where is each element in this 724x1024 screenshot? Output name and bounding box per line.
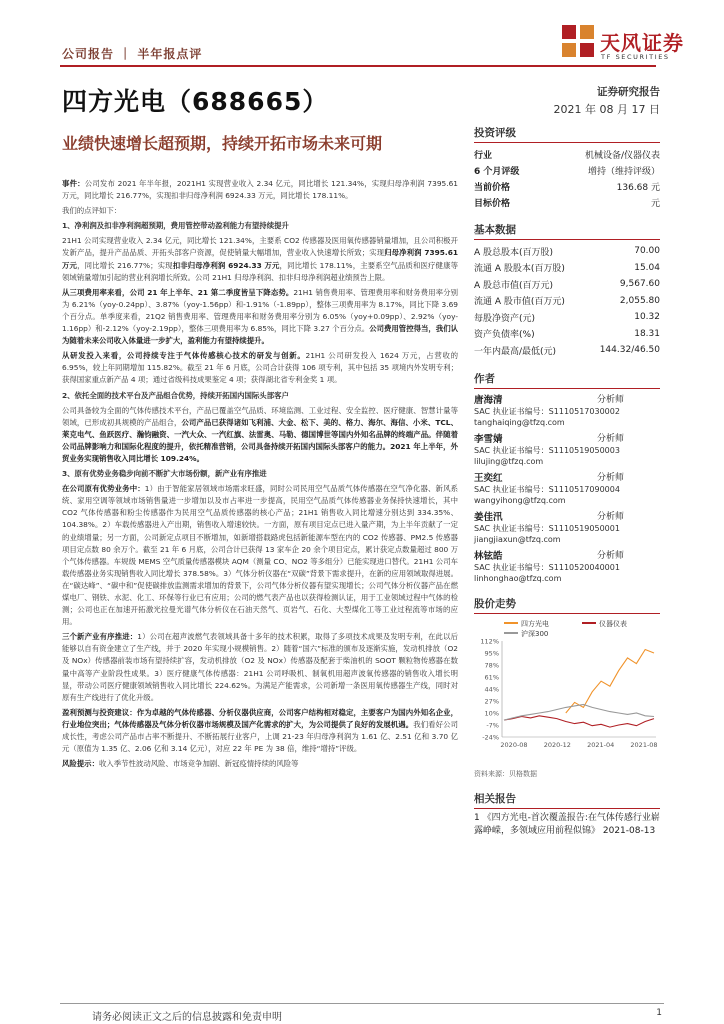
p1b: 归母净利润 7395.61 万元 bbox=[62, 248, 458, 270]
authors-list bbox=[474, 392, 660, 584]
basic-row bbox=[474, 243, 660, 260]
rating-value: 元 bbox=[650, 198, 660, 209]
section-3-title: 3、原有优势业务稳步向前不断扩大市场份额，新产业有序推进 bbox=[62, 469, 267, 479]
rating-key: 目标价格 bbox=[474, 198, 511, 209]
basic-key: 流通 A 股股本(百万股) bbox=[474, 264, 565, 275]
sidebar bbox=[474, 125, 660, 838]
trend-title: 股价走势 bbox=[474, 596, 660, 614]
event-text: 公司发布 2021 年半年报，2021H1 实现营业收入 2.34 亿元，同比增长 121.34%，实现归母净利润 7395.61 万元，同比增长 216.77%，实现扣非归母净利润 6924.33 万元，同比增长 178.11%。 bbox=[62, 179, 458, 201]
p1d: 扣非归母净利润 6924.33 万元 bbox=[172, 260, 280, 270]
rating-key: 行业 bbox=[474, 150, 493, 161]
logo-english-name: TF SECURITIES bbox=[601, 53, 670, 61]
author-name-row bbox=[474, 548, 624, 562]
related-title: 相关报告 bbox=[474, 791, 660, 809]
basic-data-title: 基本数据 bbox=[474, 222, 660, 240]
logo-mark-icon bbox=[560, 23, 596, 59]
basic-value: 2,055.80 bbox=[619, 295, 660, 306]
basic-row bbox=[474, 326, 660, 343]
rating-row bbox=[474, 146, 660, 162]
company-title: 四方光电（688665） bbox=[62, 87, 329, 116]
y-tick-label: 112% bbox=[480, 637, 499, 645]
y-tick-label: 10% bbox=[484, 709, 499, 717]
author-name: 姜佳汛 bbox=[474, 511, 503, 523]
event-paragraph bbox=[62, 178, 458, 202]
author-name: 李雪婧 bbox=[474, 433, 503, 445]
paragraph-5 bbox=[62, 483, 458, 628]
risk-label: 风险提示： bbox=[62, 759, 99, 769]
risk-paragraph bbox=[62, 758, 458, 770]
basic-value: 144.32/46.50 bbox=[599, 345, 660, 356]
author-email[interactable]: tanghaiqing@tfzq.com bbox=[474, 417, 565, 427]
p4b: 公司产品已获得诸如飞利浦、大金、松下、美的、格力、海尔、海信、小米、TCL、莱克电气、鱼跃医疗、瀚钧融资、一汽大众、一汽红旗、法雷奥、马勒、德国博世等国内外知名品牌的终端产品。 bbox=[62, 417, 458, 439]
rating-row bbox=[474, 162, 660, 178]
y-tick-label: 44% bbox=[484, 685, 499, 693]
report-category: 公司报告 ｜ 半年报点评 bbox=[62, 47, 203, 61]
y-tick-label: 27% bbox=[484, 697, 499, 705]
risk-text: 收入季节性波动风险、市场竞争加剧、新冠疫情持续的风险等 bbox=[98, 759, 299, 769]
basic-row bbox=[474, 309, 660, 326]
basic-row bbox=[474, 342, 660, 359]
basic-value: 15.04 bbox=[634, 262, 660, 273]
p1e: ，同比增长 178.11%，主要系空气品质和医疗健康等领域销量增加引起的营业利润增长所致。公司 21H1 归母净利润、扣非归母净利润超业绩预告上限。 bbox=[62, 260, 458, 282]
author-role: 分析师 bbox=[596, 394, 624, 405]
section-2-title: 2、依托全面的技术平台及产品组合优势，持续开拓国内国际头部客户 bbox=[62, 390, 289, 400]
y-tick-label: -7% bbox=[486, 721, 499, 729]
legend-label: 沪深300 bbox=[521, 629, 549, 638]
p3a: 从研发投入来看，公司持续专注于气体传感核心技术的研发与创新。 bbox=[62, 351, 306, 361]
section-1-title: 1、净利润及扣非净利润超预期，费用管控带动盈利能力有望持续提升 bbox=[62, 221, 289, 231]
author-email[interactable]: linhonghao@tfzq.com bbox=[474, 573, 562, 583]
author-cert: SAC 执业证书编号：S1110519050001 bbox=[474, 523, 620, 533]
paragraph-1 bbox=[62, 235, 458, 283]
author-role: 分析师 bbox=[596, 433, 624, 444]
paragraph-7 bbox=[62, 707, 458, 755]
basic-row bbox=[474, 276, 660, 293]
author-entry bbox=[474, 431, 660, 467]
page-number: 1 bbox=[656, 1008, 662, 1018]
basic-value: 10.32 bbox=[634, 312, 660, 323]
p4a: 公司具备较为全面的气体传感技术平台，产品已覆盖空气品质、环境监测、工业过程、安全监控、医疗健康、智慧计量等领域，已形成初具规模的产品组合， bbox=[62, 405, 458, 427]
basic-key: A 股总市值(百万元) bbox=[474, 280, 554, 291]
p1c: ，同比增长 216.77%；实现 bbox=[77, 260, 173, 270]
report-date: 2021 年 08 月 17 日 bbox=[553, 103, 660, 116]
related-report-link[interactable]: 1 《四方光电-首次覆盖报告:在气体传感行业崭露峥嵘，多领域应用前程似锦》 2021-08-13 bbox=[474, 812, 660, 836]
rating-value: 机械设备/仪器仪表 bbox=[584, 150, 660, 161]
author-email[interactable]: jiangjiaxun@tfzq.com bbox=[474, 534, 561, 544]
basic-value: 70.00 bbox=[634, 246, 660, 257]
paragraph-2 bbox=[62, 287, 458, 347]
author-role: 分析师 bbox=[596, 511, 624, 522]
author-name-row bbox=[474, 470, 624, 484]
rating-table bbox=[474, 146, 660, 210]
rating-value: 136.68 元 bbox=[616, 182, 660, 193]
author-role: 分析师 bbox=[596, 472, 624, 483]
rating-row bbox=[474, 194, 660, 210]
series-line bbox=[504, 715, 654, 726]
authors-title: 作者 bbox=[474, 371, 660, 389]
p2c: 公司费用管控得当，我们认为随着未来公司收入体量进一步扩大，盈利能力有望持续提升。 bbox=[62, 324, 458, 346]
p4c: 伴随着公司品牌影响力和国际化程度的提升，依托精准营销，公司具备持续开拓国内国际头部客户的能力。2021 年上半年，外贸业务实现销售收入同比增长 109.24%。 bbox=[62, 429, 458, 463]
y-tick-label: 95% bbox=[484, 649, 499, 657]
basic-row bbox=[474, 260, 660, 277]
report-type: 证券研究报告 bbox=[597, 86, 660, 98]
y-tick-label: 61% bbox=[484, 673, 499, 681]
author-cert: SAC 执业证书编号：S1110520040001 bbox=[474, 562, 620, 572]
author-entry bbox=[474, 392, 660, 428]
p5d: 一方面，原有项目定点已进入量产期，为上半年贡献了一定的业绩增量；另一方面，公司新定点项目不断增加，如新增搭载路虎包括新能源车型在内的 CO2 传感器、PM2.5 传感器项目定点数 80 余万个。截至 21 年 6 月底，公司合计已获得 13 家车企 20 余个项目定点，累计获定点数量超过 800 万个气体传感器。车规级 MEMS 空气质量传感器模块 AQM（测量 CO、NO2 等多组分）已能实现进口替代。21H1 公司车载传感器业务实现销售收入同比增长 378.58%。3）气体分析仪器在“双碳”背景下需求提升，在新的应用领域取得进展。在“碳达峰”、“碳中和”促使碳排放监测需求增加的背景下，公司气体分析仪器有望实现增长；公司气体分析仪器产品在燃煤电厂、钢铁、水泥、化工、环保等行业已有应用；公司的燃气表产品也以获得检测认证，用于工业领域过程中气体的检测；公司也正在加速开拓激光拉曼光谱气体分析仪在石油天然气、页岩气、石化、大型煤化工等工业过程流等市场的应用。 bbox=[62, 520, 458, 627]
footer-divider bbox=[60, 1003, 664, 1004]
y-tick-label: 78% bbox=[484, 661, 499, 669]
basic-data-table bbox=[474, 243, 660, 359]
author-cert: SAC 执业证书编号：S1110517030002 bbox=[474, 406, 620, 416]
author-entry bbox=[474, 470, 660, 506]
author-name-row bbox=[474, 509, 624, 523]
opinion-intro: 我们的点评如下： bbox=[62, 206, 122, 216]
x-tick-label: 2021-08 bbox=[630, 740, 658, 749]
stock-trend-chart bbox=[474, 617, 660, 797]
p6b: 1）公司在超声波燃气表领域具备十多年的技术积累，取得了多项技术成果及发明专利，在此以后能够以自有资金建立了生产线，并于 2020 年实现小规模销售。2）随着“国六”标准的颁布及逐渐实施，发动机排放（O2 及 NOx）传感器前装市场有望持续扩容，发动机排放（O2 及 NOx）传感器及配套于柴油机的 SOOT 颗粒物传感器在数量中高等产业阶段性成果。3）医疗健康气体传感器： bbox=[62, 632, 458, 678]
basic-key: A 股总股本(百万股) bbox=[474, 247, 554, 258]
p1a: 21H1 公司实现营业收入 2.34 亿元，同比增长 121.34%，主要系 CO2 传感器及医用氧传感器销量增加，且公司积极开发新产品，提升产品品质、开拓头部客户资源，促使销量大幅增加，营业收入快速增长所致；实现 bbox=[62, 236, 458, 258]
report-body bbox=[62, 178, 458, 773]
trend-chart-svg bbox=[474, 617, 660, 767]
p6c: 21H1 公司呼吸机、制氧机用超声波氧传感器的销售收入增长明显，带动公司医疗健康领域销售收入同比增长 224.62%。为满足产能需求，公司新增一条医用氧传感器生产线，同时对原有生产线进行了优化升级。 bbox=[62, 668, 458, 702]
author-name: 唐海清 bbox=[474, 394, 503, 406]
header-divider bbox=[60, 65, 656, 67]
rating-key: 6 个月评级 bbox=[474, 166, 520, 177]
headline: 业绩快速增长超预期，持续开拓市场未来可期 bbox=[62, 134, 383, 153]
footer-disclaimer: 请务必阅读正文之后的信息披露和免责申明 bbox=[92, 1012, 282, 1023]
author-entry bbox=[474, 548, 660, 584]
author-entry bbox=[474, 509, 660, 545]
paragraph-6 bbox=[62, 631, 458, 704]
author-name: 林铉皓 bbox=[474, 550, 503, 562]
paragraph-4 bbox=[62, 405, 458, 465]
series-line bbox=[566, 649, 654, 713]
legend-label: 仪器仪表 bbox=[599, 619, 627, 628]
legend-label: 四方光电 bbox=[521, 619, 549, 628]
chart-source: 资料来源：贝格数据 bbox=[474, 769, 537, 778]
p2b: 21H1 销售费用率、管理费用率和财务费用率分别为 6.21%（yoy-0.24pp）、3.87%（yoy-1.56pp）和-1.91%（-1.89pp），整体三项费用率为 8.17%，同比下降 3.69 个百分点。单季度来看，21Q2 销售费用率、管理费用率和财务费用率分别为 6.05%（yoy+0.09pp）、2.92%（yoy-1.16pp）和-2.12%（yoy-2.19pp），整体三项费用率为 6.85%，同比下降 3.27 个百分点。 bbox=[62, 287, 458, 334]
p6a: 三个新产业有序推进： bbox=[62, 632, 138, 642]
basic-value: 9,567.60 bbox=[619, 279, 660, 290]
event-label: 事件： bbox=[62, 179, 85, 188]
p7a: 盈利预测与投资建议：作为卓越的气体传感器、分析仪器供应商，公司客户结构相对稳定，主要客户为国内外知名企业，行业地位突出；气体传感器及气体分析仪器市场规模及国产化需求的扩大，为公司提供了良好的发展机遇。 bbox=[62, 707, 458, 729]
basic-row bbox=[474, 293, 660, 310]
logo-chinese-name: 天风证券 bbox=[600, 31, 684, 55]
basic-key: 每股净资产(元) bbox=[474, 313, 536, 324]
author-role: 分析师 bbox=[596, 550, 624, 561]
x-tick-label: 2020-08 bbox=[500, 740, 528, 749]
rating-title: 投资评级 bbox=[474, 125, 660, 143]
rating-key: 当前价格 bbox=[474, 182, 511, 193]
p5a: 在公司原有优势业务中： bbox=[62, 484, 145, 494]
author-email[interactable]: wangyihong@tfzq.com bbox=[474, 495, 566, 505]
p5b: 1）由于智能家居领域市场需求旺盛，同时公司民用空气品质气体传感器在空气净化器、新风系统、家用空调等领域市场销售量进一步增加以及市占率进一步提高，民用空气品质气体传感器业务保持快速增长， bbox=[62, 484, 458, 506]
author-cert: SAC 执业证书编号：S1110517090004 bbox=[474, 484, 620, 494]
brand-logo bbox=[560, 23, 700, 69]
basic-key: 资产负债率(%) bbox=[474, 330, 535, 341]
p5c: 其中 CO2 气体传感器和粉尘传感器作为民用空气品质传感器的核心产品；21H1 销售收入同比增速分别达到 334.35%、104.38%。2）车载传感器进入产出期，销售收入增速较快。 bbox=[62, 496, 458, 530]
basic-value: 18.31 bbox=[634, 328, 660, 339]
author-name-row bbox=[474, 392, 624, 406]
rating-row bbox=[474, 178, 660, 194]
basic-key: 流通 A 股市值(百万元) bbox=[474, 297, 565, 308]
basic-key: 一年内最高/最低(元) bbox=[474, 346, 557, 357]
x-tick-label: 2021-04 bbox=[587, 740, 615, 749]
rating-value: 增持（维持评级） bbox=[587, 166, 660, 177]
author-name: 王奕红 bbox=[474, 472, 503, 484]
author-cert: SAC 执业证书编号：S1110519050003 bbox=[474, 445, 620, 455]
p7b: 我们看好公司成长性，考虑公司产品市占率不断提升、不断拓展行业客户，上调 21-23 年归母净利润为 1.61 亿、2.51 亿和 3.70 亿元（原值为 1.35 亿、2.06 亿和 3.14 亿元），对应 22 年 PE 为 38 倍，维持“增持”评级。 bbox=[62, 719, 458, 754]
author-email[interactable]: lilujing@tfzq.com bbox=[474, 456, 544, 466]
paragraph-3 bbox=[62, 350, 458, 386]
p2a: 从三项费用率来看，公司 21 年上半年、21 第二季度皆呈下降态势。 bbox=[62, 287, 294, 297]
y-tick-label: -24% bbox=[482, 733, 499, 741]
p3b: 21H1 公司研发投入 1624 万元，占营收的 6.95%，较上年同期增加 115.82%。截至 21 年 6 月底，公司合计获得 106 项专利，其中包括 35 项境内外发明专利；获得国家重点新产品 4 项；通过省级科技成果鉴定 4 项；获得湖北省专利金奖 1 项。 bbox=[62, 351, 458, 385]
author-name-row bbox=[474, 431, 624, 445]
x-tick-label: 2020-12 bbox=[543, 740, 571, 749]
